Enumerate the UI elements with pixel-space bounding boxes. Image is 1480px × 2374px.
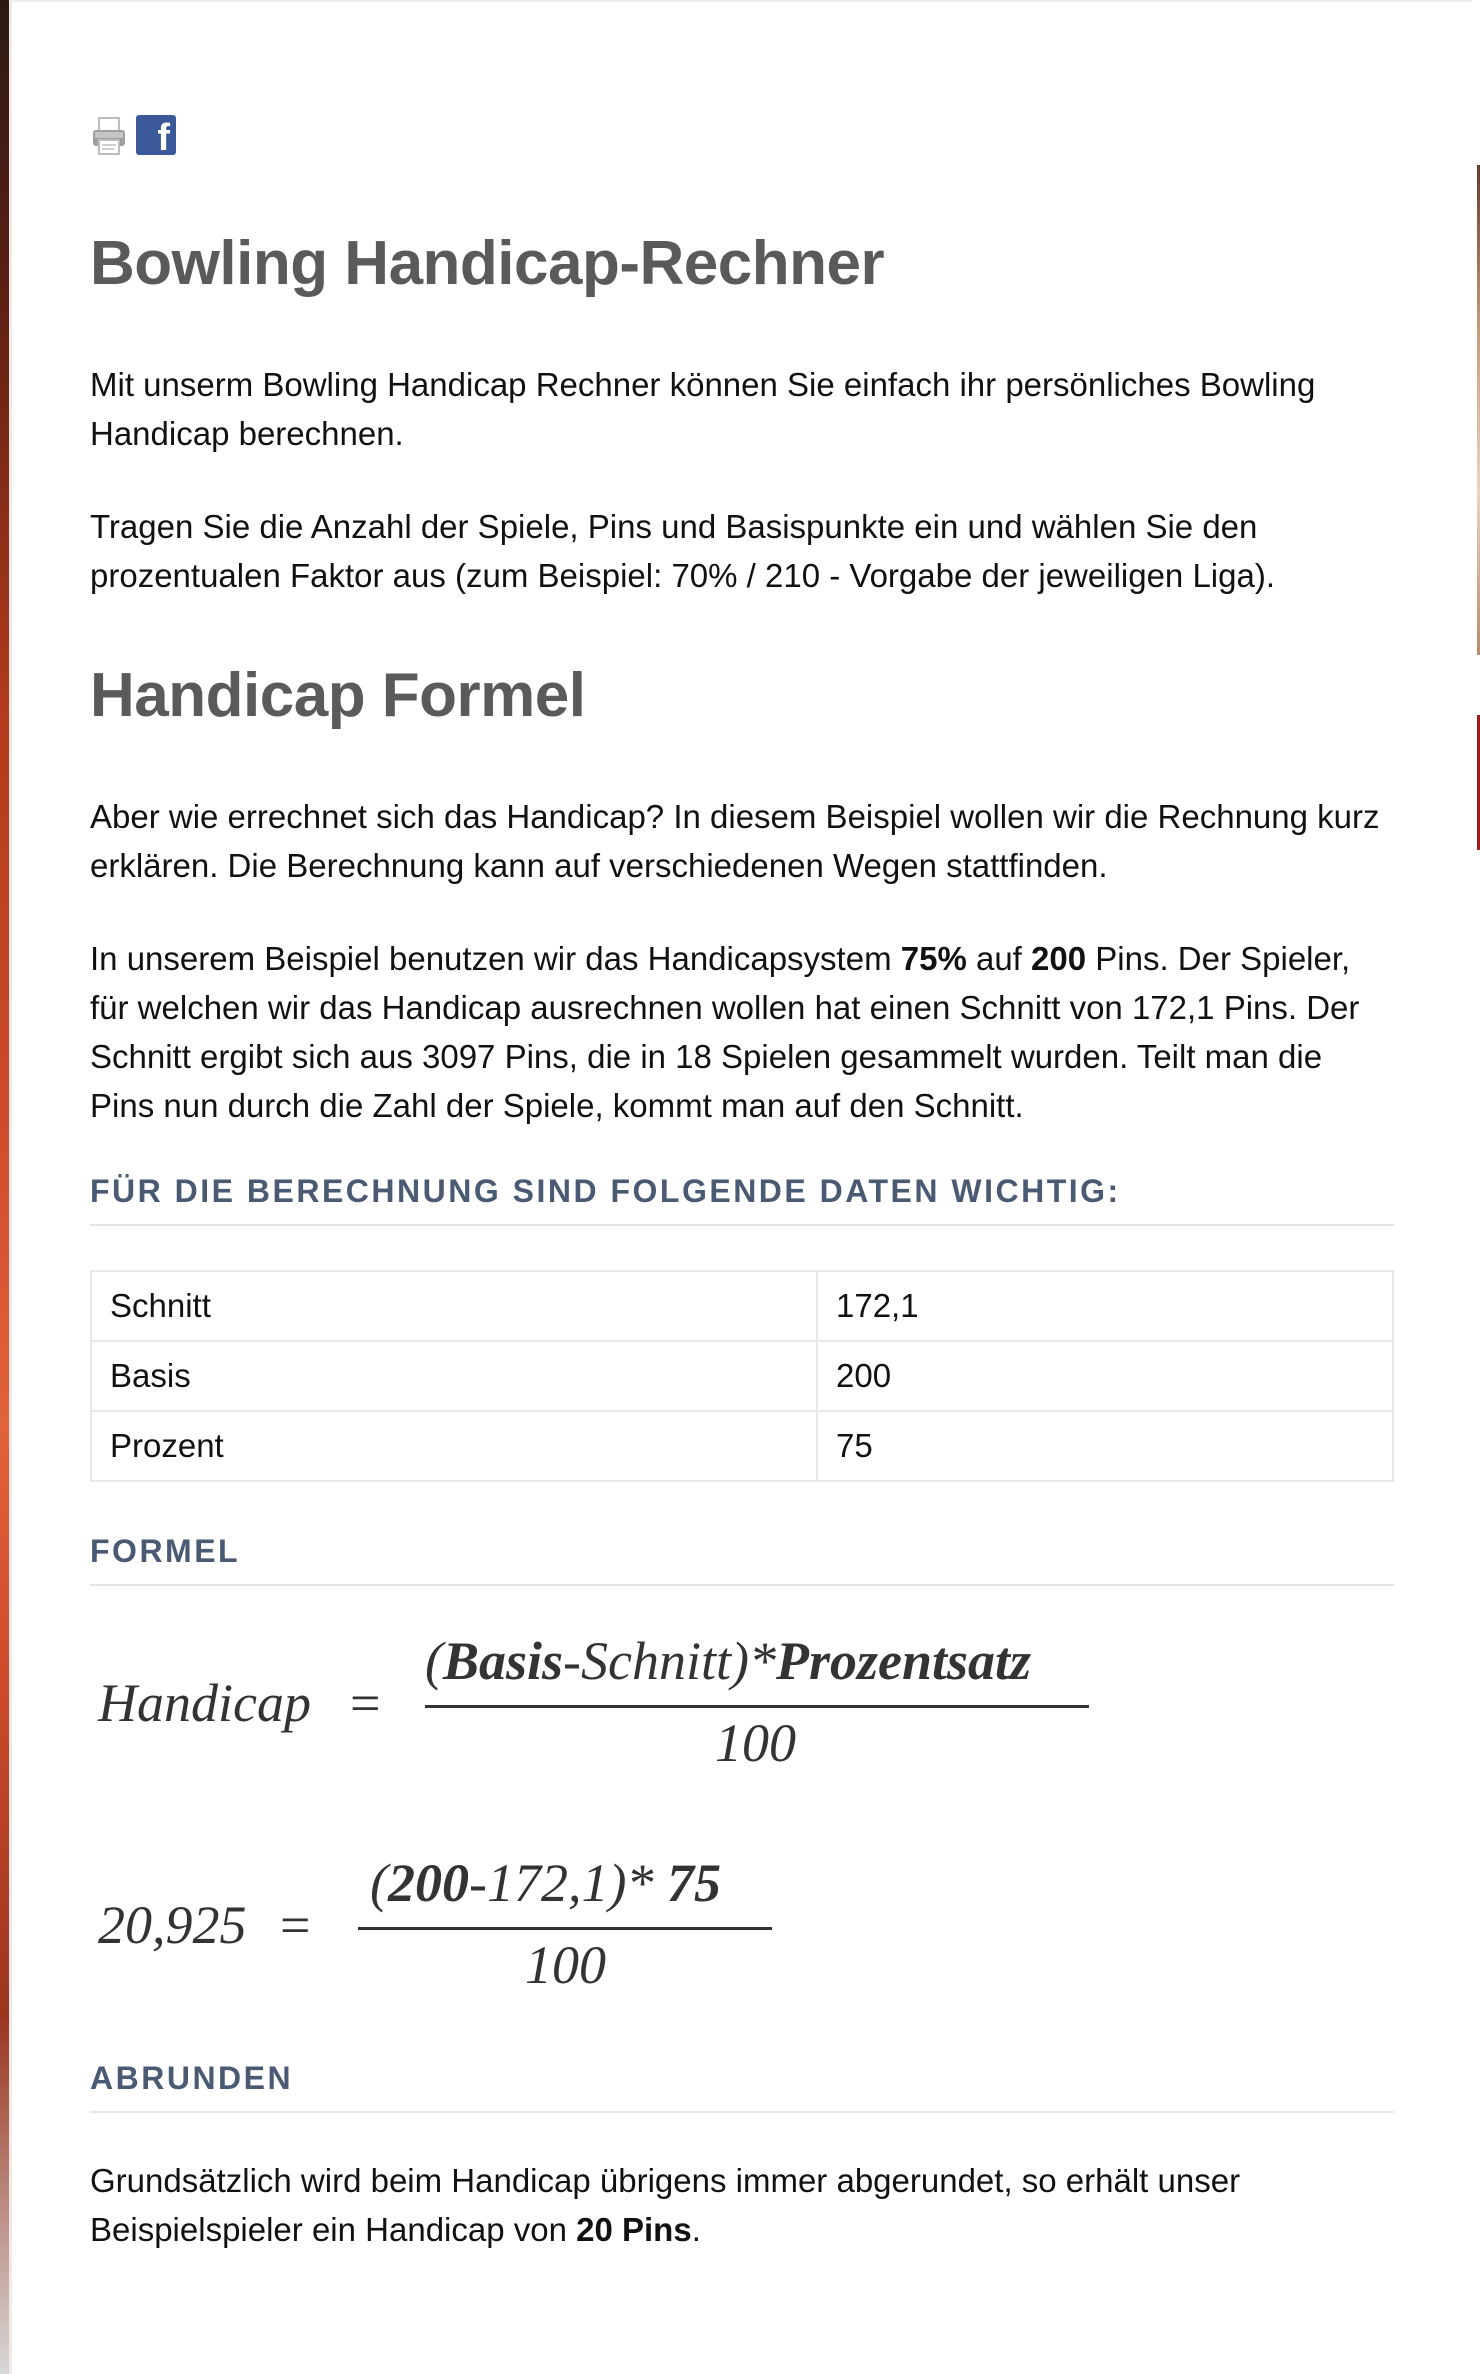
page-title: Bowling Handicap-Rechner [90, 229, 885, 298]
formula-denominator: 100 [715, 1713, 796, 1773]
formel-paragraph-1: Aber wie errechnet sich das Handicap? In diesem Beispiel wollen wir die Rechnung kurz erklären. Die Berechnung kann auf verschiedenen Wegen stattfinden. [90, 798, 1380, 884]
left-edge-decoration [0, 0, 9, 2374]
table-cell-value: 200 [817, 1341, 1393, 1411]
formel-paragraph-2: In unserem Beispiel benutzen wir das Handicapsystem 75% auf 200 Pins. Der Spieler, für welchen wir das Handicap ausrechnen wollen hat einen Schnitt von 172,1 Pins. Der Schnitt ergibt sich aus 3097 Pins, die in 18 Spielen gesammelt wurden. Teilt man die Pins nun durch die Zahl der Spiele, kommt man auf den Schnitt. [90, 940, 1360, 1124]
intro-paragraph-1: Mit unserm Bowling Handicap Rechner können Sie einfach ihr persönliches Bowling Handicap berechnen. [90, 366, 1316, 452]
formula-lhs: Handicap [98, 1673, 311, 1733]
formula-equals: = [350, 1673, 381, 1733]
top-divider [12, 0, 1472, 2]
formula-numerator: (200-172,1)* 75 [370, 1853, 721, 1913]
facebook-glyph: f [157, 117, 170, 159]
table-cell-value: 172,1 [817, 1271, 1393, 1341]
facebook-icon[interactable] [136, 115, 176, 159]
fraction-bar [358, 1927, 772, 1930]
table-row [91, 1271, 1393, 1341]
formula-numerator: (Basis-Schnitt)*Prozentsatz [425, 1631, 1032, 1691]
table-cell-label: Prozent [91, 1411, 817, 1481]
formula-equals: = [280, 1895, 311, 1955]
subhead-daten: FÜR DIE BERECHNUNG SIND FOLGENDE DATEN WICHTIG: [90, 1173, 1394, 1226]
formula-example [90, 1842, 1394, 2002]
abrunden-paragraph: Grundsätzlich wird beim Handicap übrigens immer abgerundet, so erhält unser Beispielspieler ein Handicap von 20 Pins. [90, 2162, 1241, 2248]
intro-paragraph-2: Tragen Sie die Anzahl der Spiele, Pins und Basispunkte ein und wählen Sie den prozentualen Faktor aus (zum Beispiel: 70% / 210 - Vorgabe der jeweiligen Liga). [90, 508, 1276, 594]
table-row [91, 1411, 1393, 1481]
formula-general [90, 1620, 1394, 1780]
table-cell-label: Schnitt [91, 1271, 817, 1341]
formula-lhs: 20,925 [98, 1895, 247, 1955]
table-cell-label: Basis [91, 1341, 817, 1411]
left-edge-shadow [9, 0, 12, 2374]
data-table [90, 1270, 1394, 1482]
share-toolbar [90, 114, 176, 159]
fraction-bar [425, 1705, 1089, 1708]
table-cell-value: 75 [817, 1411, 1393, 1481]
subhead-formel: FORMEL [90, 1533, 1394, 1586]
section-title-handicap-formel: Handicap Formel [90, 661, 586, 730]
printer-icon[interactable] [90, 114, 128, 156]
formula-denominator: 100 [525, 1935, 606, 1995]
table-row [91, 1341, 1393, 1411]
subhead-abrunden: ABRUNDEN [90, 2060, 1394, 2113]
